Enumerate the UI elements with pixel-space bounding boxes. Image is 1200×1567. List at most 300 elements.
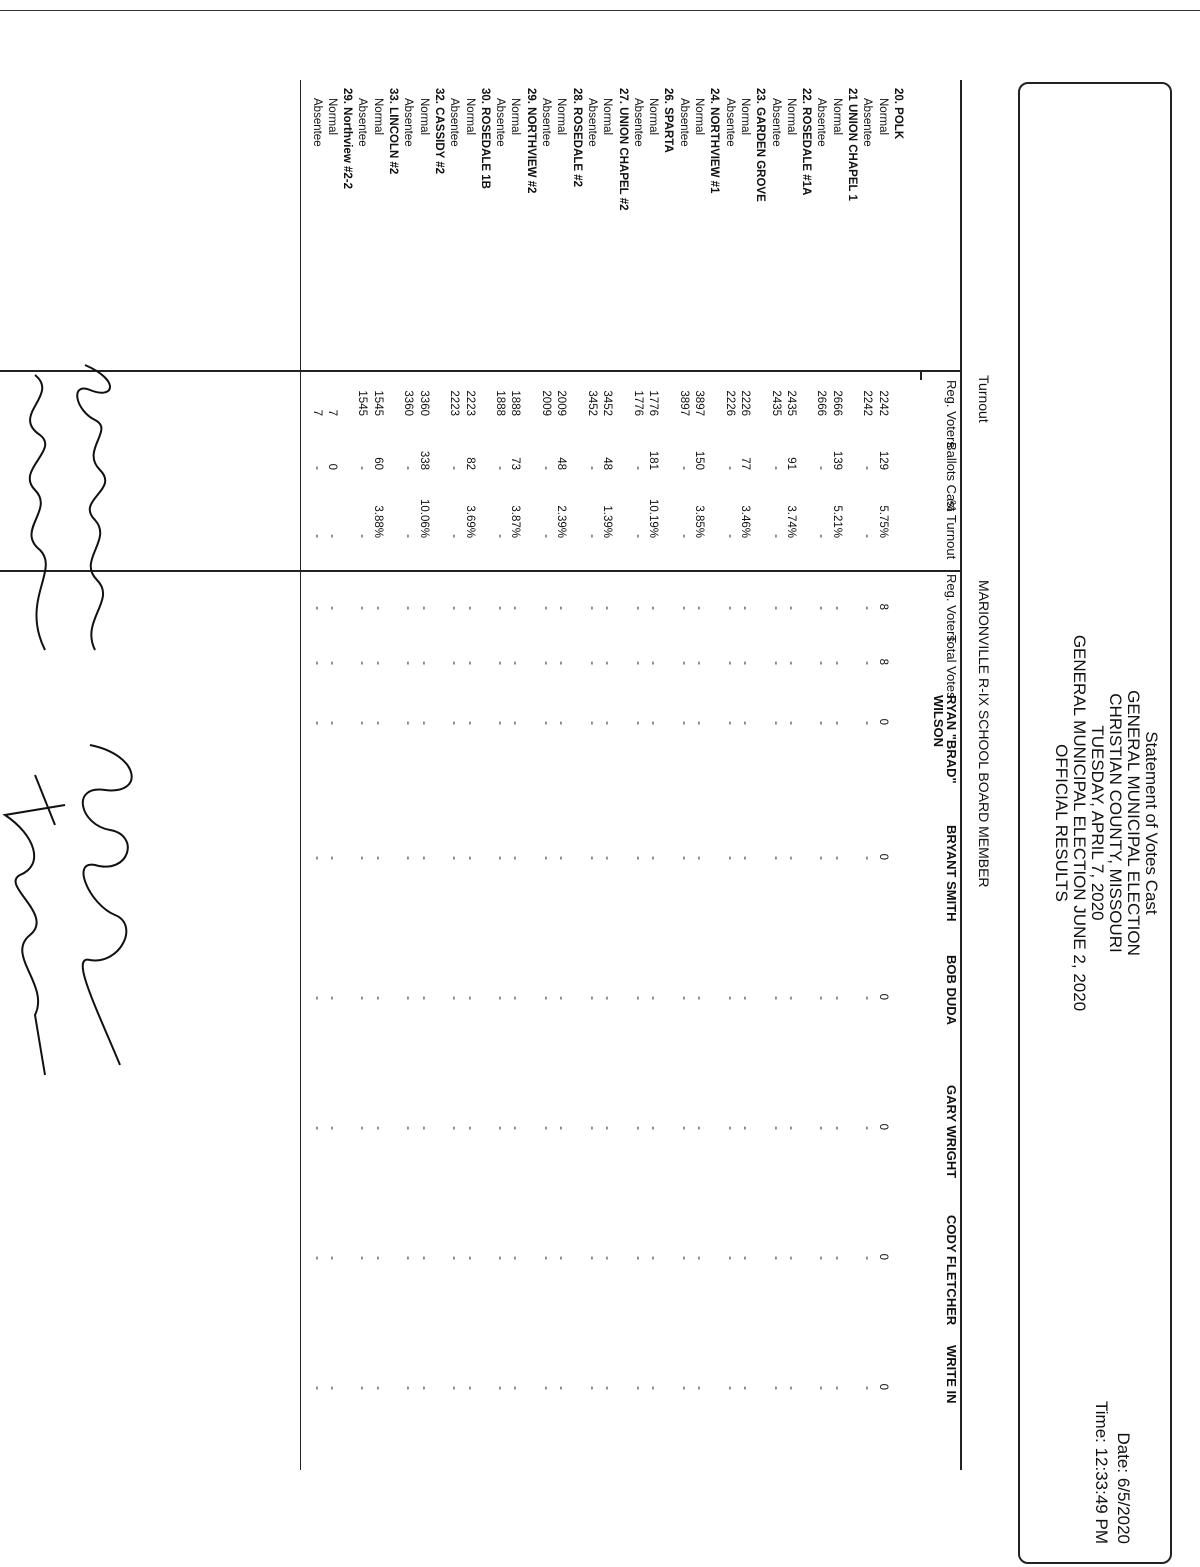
cell-reg: 7	[325, 409, 338, 416]
row-label: 32. CASSIDY #2	[433, 88, 445, 175]
cell-cast: -	[356, 466, 369, 470]
cell-candidate-votes: 0	[876, 1253, 889, 1260]
cell-candidate-votes: -	[417, 996, 430, 1000]
cell-candidate-votes: -	[739, 996, 751, 1000]
cell-total: -	[310, 661, 323, 665]
cell-candidate-votes: -	[555, 856, 568, 860]
cell-rreg: -	[494, 606, 507, 610]
table-row	[876, 80, 889, 1470]
cell-pct: -	[723, 534, 736, 538]
cell-candidate-votes: -	[647, 1256, 660, 1260]
cell-candidate-votes: -	[677, 856, 690, 860]
cell-candidate-votes: -	[586, 1126, 598, 1130]
cell-reg: 1776	[647, 390, 660, 416]
cell-reg: 2226	[739, 390, 751, 416]
cell-reg: 3897	[677, 390, 690, 416]
row-label: 23. GARDEN GROVE	[754, 88, 767, 202]
signature-4	[0, 765, 75, 1085]
table-top-rule	[961, 80, 963, 1470]
cell-total: -	[586, 661, 598, 665]
cell-cast: -	[861, 466, 874, 470]
cell-rreg: 8	[876, 603, 889, 610]
cell-candidate-votes: -	[693, 1256, 706, 1260]
cell-candidate-votes: -	[601, 1126, 614, 1130]
row-label: 22. ROSEDALE #1A	[800, 88, 813, 196]
table-row	[463, 80, 476, 1470]
cell-candidate-votes: -	[555, 1256, 568, 1260]
cell-pct: 3.69%	[463, 505, 476, 538]
cell-rreg: -	[463, 606, 476, 610]
cell-candidate-votes: -	[448, 856, 461, 860]
cell-cast: 73	[509, 457, 522, 470]
cell-candidate-votes: -	[540, 1256, 553, 1260]
cell-candidate-votes: -	[830, 996, 843, 1000]
cell-candidate-votes: -	[784, 1126, 797, 1130]
section-turnout: Turnout	[976, 375, 992, 423]
cell-candidate-votes: -	[861, 856, 874, 860]
cell-total: -	[509, 661, 522, 665]
cell-candidate-votes: -	[325, 1386, 338, 1390]
cell-candidate-votes: -	[509, 856, 522, 860]
cell-cast: -	[402, 466, 415, 470]
cell-rreg: -	[540, 606, 553, 610]
cell-candidate-votes: -	[509, 1256, 522, 1260]
cell-rreg: -	[647, 606, 660, 610]
cell-candidate-votes: -	[815, 1256, 828, 1260]
cell-cast: 91	[784, 457, 797, 470]
cell-cast: 82	[463, 457, 476, 470]
cell-candidate-votes: -	[861, 1386, 874, 1390]
table-row	[325, 80, 338, 1470]
row-label: Absentee	[540, 98, 553, 147]
cell-candidate-votes: -	[647, 721, 660, 725]
cell-total: -	[815, 661, 828, 665]
table-row	[585, 80, 598, 1470]
cell-reg: 1888	[509, 390, 522, 416]
cell-cast: -	[494, 466, 507, 470]
row-label: 28. ROSEDALE #2	[570, 88, 583, 188]
cell-candidate-votes: -	[371, 1126, 384, 1130]
cell-candidate-votes: -	[631, 1386, 644, 1390]
cell-candidate-votes: -	[448, 996, 461, 1000]
cell-cast: 181	[647, 450, 660, 470]
signature-2	[5, 370, 65, 670]
cell-pct: 5.21%	[830, 505, 843, 538]
row-label: Absentee	[494, 98, 507, 147]
cell-cast: -	[815, 466, 828, 470]
cell-candidate-votes: -	[815, 1126, 828, 1130]
cell-candidate-votes: -	[647, 1386, 660, 1390]
cell-reg: 3452	[586, 390, 598, 416]
row-label: 27. UNION CHAPEL #2	[616, 88, 629, 211]
cell-total: -	[325, 661, 338, 665]
cell-reg: 3360	[402, 390, 415, 416]
cell-candidate-votes: -	[769, 856, 782, 860]
cell-candidate-votes: -	[815, 1386, 828, 1390]
cell-candidate-votes: -	[371, 1256, 384, 1260]
cell-rreg: -	[417, 606, 430, 610]
cell-candidate-votes: -	[723, 996, 736, 1000]
cell-total: -	[540, 661, 553, 665]
row-label: Absentee	[448, 98, 461, 147]
col-candidate: WRITE IN	[944, 1345, 959, 1404]
cell-candidate-votes: -	[310, 1386, 323, 1390]
cell-reg: 1888	[494, 390, 507, 416]
cell-candidate-votes: -	[830, 1126, 843, 1130]
table-row	[554, 80, 567, 1470]
cell-total: -	[601, 661, 614, 665]
cell-reg: 1545	[356, 390, 369, 416]
cell-cast: -	[310, 466, 323, 470]
cell-candidate-votes: -	[356, 856, 369, 860]
cell-candidate-votes: -	[784, 721, 797, 725]
cell-rreg: -	[723, 606, 736, 610]
cell-cast: -	[540, 466, 553, 470]
cell-candidate-votes: -	[693, 721, 706, 725]
table-row	[799, 80, 812, 1470]
cell-pct: 3.74%	[784, 505, 797, 538]
row-label: Absentee	[356, 98, 369, 147]
row-label: Normal	[463, 98, 476, 136]
title-line: TUESDAY, APRIL 7, 2020	[1088, 725, 1107, 921]
cell-cast: 0	[325, 463, 338, 470]
cell-candidate-votes: -	[417, 721, 430, 725]
cell-candidate-votes: 0	[876, 718, 889, 725]
cell-reg: 3452	[601, 390, 614, 416]
cell-candidate-votes: -	[509, 721, 522, 725]
cell-total: -	[494, 661, 507, 665]
cell-cast: 129	[876, 450, 889, 470]
cell-candidate-votes: -	[769, 721, 782, 725]
row-label: 30. ROSEDALE 1B	[478, 88, 491, 189]
cell-candidate-votes: -	[463, 856, 476, 860]
cell-pct: 3.88%	[371, 505, 384, 538]
row-label: Normal	[371, 98, 384, 136]
cell-candidate-votes: -	[677, 1386, 690, 1390]
cell-cast: 338	[417, 450, 430, 470]
cell-total: -	[723, 661, 736, 665]
cell-pct: 5.75%	[876, 505, 889, 538]
cell-candidate-votes: -	[647, 856, 660, 860]
table-row	[539, 80, 552, 1470]
cell-candidate-votes: -	[555, 721, 568, 725]
cell-candidate-votes: -	[402, 1126, 415, 1130]
row-label: Normal	[601, 98, 614, 136]
cell-rreg: -	[371, 606, 384, 610]
table-row	[401, 80, 414, 1470]
report-datetime	[1090, 1401, 1134, 1544]
cell-pct: 10.06%	[417, 498, 430, 538]
cell-candidate-votes: -	[463, 721, 476, 725]
cell-total: -	[356, 661, 369, 665]
cell-candidate-votes: -	[830, 721, 843, 725]
title-line: Statement of Votes Cast	[1142, 731, 1161, 915]
cell-rreg: -	[631, 606, 644, 610]
row-label: Normal	[555, 98, 568, 136]
cell-candidate-votes: -	[463, 1256, 476, 1260]
cell-candidate-votes: -	[677, 996, 690, 1000]
table-row	[478, 80, 491, 1470]
table-row	[509, 80, 522, 1470]
cell-candidate-votes: -	[815, 721, 828, 725]
table-row	[738, 80, 751, 1470]
table-row	[570, 80, 583, 1470]
cell-total: -	[861, 661, 874, 665]
table-row	[891, 80, 904, 1470]
cell-candidate-votes: -	[631, 721, 644, 725]
cell-cast: -	[677, 466, 690, 470]
table-row	[753, 80, 766, 1470]
cell-cast: 139	[830, 450, 843, 470]
section-race-title: MARIONVILLE R-IX SCHOOL BOARD MEMBER	[976, 580, 992, 888]
cell-candidate-votes: -	[509, 1126, 522, 1130]
row-label: Absentee	[815, 98, 828, 147]
cell-rreg: -	[555, 606, 568, 610]
cell-reg: 7	[310, 409, 323, 416]
table-row	[340, 80, 353, 1470]
cell-candidate-votes: -	[325, 1256, 338, 1260]
cell-candidate-votes: -	[540, 1126, 553, 1130]
cell-total: -	[693, 661, 706, 665]
cell-candidate-votes: -	[723, 1386, 736, 1390]
cell-candidate-votes: -	[555, 1126, 568, 1130]
col-candidate: CODY FLETCHER	[944, 1215, 959, 1326]
row-label: 26. SPARTA	[662, 88, 675, 153]
cell-rreg: -	[325, 606, 338, 610]
cell-reg: 2666	[815, 390, 828, 416]
cell-candidate-votes: -	[693, 856, 706, 860]
row-label: 24. NORTHVIEW #1	[708, 88, 721, 194]
table-row	[600, 80, 613, 1470]
title-line: GENERAL MUNICIPAL ELECTION	[1124, 690, 1143, 956]
table-row	[432, 80, 445, 1470]
cell-candidate-votes: -	[723, 1256, 736, 1260]
cell-pct: 2.39%	[555, 505, 568, 538]
table-row	[356, 80, 369, 1470]
cell-pct: -	[769, 534, 782, 538]
cell-total: -	[677, 661, 690, 665]
cell-total: -	[647, 661, 660, 665]
cell-candidate-votes: -	[739, 721, 751, 725]
cell-candidate-votes: -	[739, 856, 751, 860]
table-row	[815, 80, 828, 1470]
cell-cast: -	[448, 466, 461, 470]
cell-reg: 1776	[631, 390, 644, 416]
cell-candidate-votes: -	[402, 1386, 415, 1390]
row-label: Normal	[417, 98, 430, 136]
cell-pct: -	[448, 534, 461, 538]
cell-candidate-votes: -	[647, 996, 660, 1000]
table-row	[860, 80, 873, 1470]
cell-candidate-votes: -	[540, 1386, 553, 1390]
table-row	[310, 80, 323, 1470]
col-race-reg-voters: Reg. Voters	[944, 574, 959, 642]
cell-cast: 48	[601, 457, 614, 470]
table-row	[677, 80, 690, 1470]
cell-candidate-votes: -	[509, 1386, 522, 1390]
row-label: 21 UNION CHAPEL 1	[846, 88, 859, 201]
cell-total: -	[463, 661, 476, 665]
cell-reg: 2223	[448, 390, 461, 416]
cell-candidate-votes: -	[402, 856, 415, 860]
cell-candidate-votes: -	[769, 996, 782, 1000]
table-row	[769, 80, 782, 1470]
row-label: Absentee	[586, 98, 598, 147]
cell-candidate-votes: -	[356, 721, 369, 725]
row-label: Normal	[830, 98, 843, 136]
cell-reg: 2666	[830, 390, 843, 416]
cell-candidate-votes: -	[417, 1256, 430, 1260]
cell-reg: 2242	[876, 390, 889, 416]
cell-cast: -	[769, 466, 782, 470]
cell-candidate-votes: 0	[876, 853, 889, 860]
cell-candidate-votes: -	[402, 721, 415, 725]
row-label: Normal	[509, 98, 522, 136]
col-pct-turnout: % Turnout	[944, 500, 959, 560]
cell-candidate-votes: -	[494, 856, 507, 860]
cell-candidate-votes: -	[448, 1126, 461, 1130]
cell-candidate-votes: -	[586, 721, 598, 725]
cell-candidate-votes: -	[494, 1256, 507, 1260]
cell-candidate-votes: 0	[876, 993, 889, 1000]
cell-rreg: -	[509, 606, 522, 610]
signature-1	[55, 360, 125, 680]
table-row	[493, 80, 506, 1470]
cell-candidate-votes: -	[784, 1256, 797, 1260]
cell-total: -	[739, 661, 751, 665]
cell-candidate-votes: -	[601, 996, 614, 1000]
cell-candidate-votes: -	[494, 721, 507, 725]
cell-candidate-votes: -	[586, 996, 598, 1000]
cell-candidate-votes: 0	[876, 1383, 889, 1390]
cell-candidate-votes: -	[402, 996, 415, 1000]
cell-candidate-votes: -	[356, 1256, 369, 1260]
cell-candidate-votes: -	[509, 996, 522, 1000]
table-row	[417, 80, 430, 1470]
cell-candidate-votes: -	[371, 721, 384, 725]
cell-pct: -	[494, 534, 507, 538]
cell-candidate-votes: -	[861, 996, 874, 1000]
cell-candidate-votes: -	[325, 856, 338, 860]
col-candidate: RYAN "BRAD" WILSON	[931, 695, 959, 784]
table-row	[646, 80, 659, 1470]
cell-candidate-votes: -	[356, 1386, 369, 1390]
table-row	[662, 80, 675, 1470]
cell-rreg: -	[402, 606, 415, 610]
cell-candidate-votes: -	[448, 1386, 461, 1390]
row-label: Normal	[784, 98, 797, 136]
cell-rreg: -	[356, 606, 369, 610]
cell-candidate-votes: -	[601, 721, 614, 725]
title-line: CHRISTIAN COUNTY, MISSOURI	[1106, 693, 1125, 953]
report-date: Date: 6/5/2020	[1114, 1432, 1133, 1544]
cell-candidate-votes: -	[494, 996, 507, 1000]
col-candidate: BRYANT SMITH	[944, 825, 959, 922]
cell-reg: 2009	[555, 390, 568, 416]
cell-cast: 60	[371, 457, 384, 470]
cell-reg: 2009	[540, 390, 553, 416]
cell-candidate-votes: -	[784, 996, 797, 1000]
cell-candidate-votes: -	[769, 1126, 782, 1130]
row-label: 29. Northview #2-2	[341, 88, 354, 189]
title-line: GENERAL MUNICIPAL ELECTION JUNE 2, 2020	[1070, 634, 1089, 1012]
cell-candidate-votes: -	[769, 1256, 782, 1260]
cell-cast: -	[631, 466, 644, 470]
table-row	[447, 80, 460, 1470]
cell-rreg: -	[815, 606, 828, 610]
cell-candidate-votes: -	[325, 721, 338, 725]
cell-candidate-votes: -	[540, 721, 553, 725]
cell-reg: 1545	[371, 390, 384, 416]
row-label: Absentee	[631, 98, 644, 147]
cell-candidate-votes: -	[417, 856, 430, 860]
cell-candidate-votes: -	[371, 1386, 384, 1390]
cell-total: -	[402, 661, 415, 665]
row-label: Normal	[647, 98, 660, 136]
cell-total: -	[448, 661, 461, 665]
cell-pct: -	[540, 534, 553, 538]
table-row	[371, 80, 384, 1470]
col-reg-voters: Reg. Voters	[944, 380, 959, 448]
cell-candidate-votes: -	[723, 856, 736, 860]
cell-candidate-votes: -	[356, 1126, 369, 1130]
cell-candidate-votes: -	[601, 1256, 614, 1260]
cell-total: -	[631, 661, 644, 665]
row-label: 29. NORTHVIEW #2	[524, 88, 537, 194]
cell-pct: -	[310, 534, 323, 538]
col-total-votes: Total Votes	[944, 635, 959, 699]
cell-total: -	[784, 661, 797, 665]
cell-candidate-votes: -	[463, 996, 476, 1000]
cell-pct: -	[586, 534, 598, 538]
row-label: 33. LINCOLN #2	[387, 88, 400, 175]
cell-candidate-votes: -	[417, 1126, 430, 1130]
cell-pct: -	[356, 534, 369, 538]
cell-candidate-votes: -	[371, 996, 384, 1000]
cell-candidate-votes: -	[356, 996, 369, 1000]
cell-candidate-votes: -	[815, 996, 828, 1000]
table-row	[692, 80, 705, 1470]
row-label: Absentee	[861, 98, 874, 147]
cell-candidate-votes: -	[739, 1386, 751, 1390]
cell-candidate-votes: -	[631, 1126, 644, 1130]
cell-candidate-votes: -	[815, 856, 828, 860]
table-row	[723, 80, 736, 1470]
cell-total: 8	[876, 658, 889, 665]
row-label: Absentee	[769, 98, 782, 147]
cell-candidate-votes: -	[586, 1386, 598, 1390]
cell-candidate-votes: -	[555, 1386, 568, 1390]
cell-reg: 2226	[723, 390, 736, 416]
cell-rreg: -	[448, 606, 461, 610]
cell-candidate-votes: -	[693, 996, 706, 1000]
cell-candidate-votes: -	[830, 856, 843, 860]
cell-candidate-votes: -	[586, 856, 598, 860]
cell-pct: -	[815, 534, 828, 538]
cell-candidate-votes: -	[723, 721, 736, 725]
title-line: OFFICIAL RESULTS	[1052, 744, 1071, 902]
col-candidate: BOB DUDA	[944, 955, 959, 1026]
report-time: Time: 12:33:49 PM	[1092, 1401, 1111, 1544]
cell-total: -	[769, 661, 782, 665]
rule	[921, 370, 923, 380]
cell-pct: -	[631, 534, 644, 538]
cell-candidate-votes: -	[631, 1256, 644, 1260]
cell-candidate-votes: -	[769, 1386, 782, 1390]
table-row	[845, 80, 858, 1470]
cell-cast: -	[723, 466, 736, 470]
cell-total: -	[417, 661, 430, 665]
